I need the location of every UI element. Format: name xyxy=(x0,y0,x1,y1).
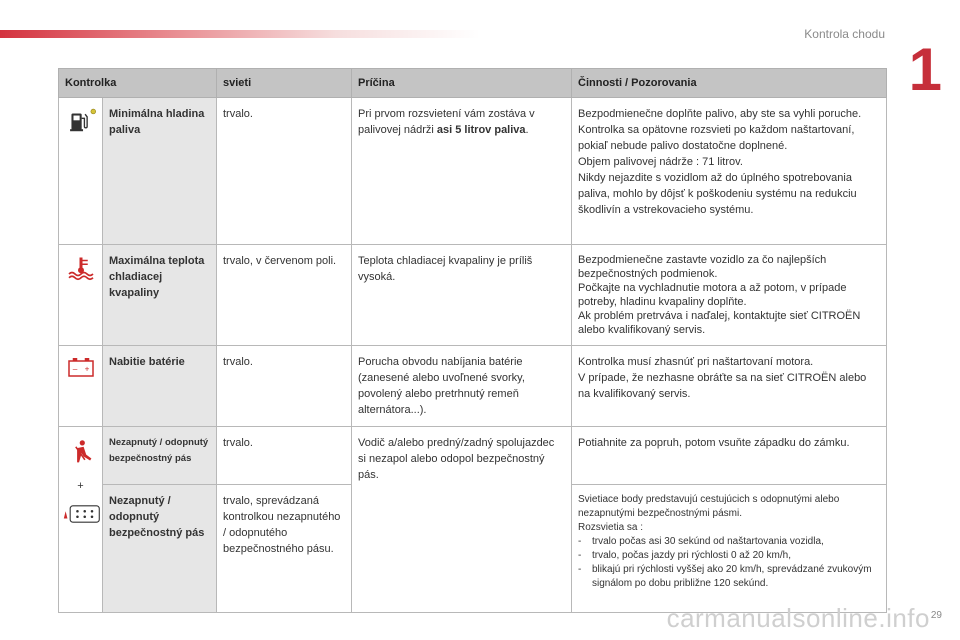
cause-text xyxy=(352,98,572,245)
action-subheading: Rozsvietia sa : xyxy=(578,522,644,533)
action-line: Ak problém pretrváva i naďalej, kontaktujte sieť CITROËN alebo kvalifikovaný servis. xyxy=(578,310,861,336)
icon-cell xyxy=(59,427,103,613)
action-line: Objem palivovej nádrže : 71 litrov. xyxy=(578,156,743,168)
battery-plus-sign: + xyxy=(84,364,89,374)
actions-text xyxy=(572,346,887,427)
actions-text xyxy=(572,98,887,245)
action-line: Kontrolka sa opätovne rozsvieti po každom naštartovaní, pokiaľ nebude palivo dostatočne doplnené. xyxy=(578,124,855,152)
warning-name: Nezapnutý / odopnutý bezpečnostný pás xyxy=(103,427,217,485)
action-line: Kontrolka musí zhasnúť pri naštartovaní motora. xyxy=(578,356,814,368)
lights-value: trvalo, v červenom poli. xyxy=(217,245,352,346)
table-row xyxy=(59,427,887,485)
warning-name: Nabitie batérie xyxy=(103,346,217,427)
lights-value: trvalo. xyxy=(217,427,352,485)
plus-sign: + xyxy=(77,480,84,492)
chapter-number: 1 xyxy=(908,36,942,103)
icon-cell xyxy=(59,346,103,427)
action-line: Nikdy nejazdite s vozidlom až do úplného spotrebovania paliva, mohlo by dôjsť k poškodeniu systému na redukciu škodlivín a vstrekovacieho systému. xyxy=(578,172,857,216)
list-item xyxy=(578,563,880,591)
section-title: Kontrola chodu xyxy=(804,27,885,41)
column-header-svieti: svieti xyxy=(217,69,352,98)
column-header-kontrolka: Kontrolka xyxy=(59,69,217,98)
fuel-pump-icon xyxy=(66,108,96,134)
action-line: Bezpodmienečne doplňte palivo, aby ste sa vyhli poruche. xyxy=(578,108,862,120)
list-item xyxy=(578,549,880,563)
action-intro: Svietiace body predstavujú cestujúcich s odopnutými alebo nezapnutými bezpečnostnými pásmi. xyxy=(578,494,840,519)
warning-name: Nezapnutý / odopnutý bezpečnostný pás xyxy=(103,485,217,613)
lights-value: trvalo. xyxy=(217,98,352,245)
table-row xyxy=(59,98,887,245)
header-accent-bar xyxy=(0,30,480,38)
cause-text-end: . xyxy=(525,124,529,136)
cause-text-emphasis: asi 5 litrov paliva xyxy=(436,124,526,136)
warning-name: Maximálna teplota chladiacej kvapaliny xyxy=(103,245,217,346)
table-row xyxy=(59,346,887,427)
action-line: blikajú pri rýchlosti vyššej ako 20 km/h, sprevádzané zvukovým signálom po dobu približne 120 sekúnd. xyxy=(592,564,872,589)
list-item xyxy=(578,535,880,549)
actions-text xyxy=(572,485,887,613)
action-line: Bezpodmienečne zastavte vozidlo za čo najlepších bezpečnostných podmienok. xyxy=(578,254,827,280)
icon-cell xyxy=(59,98,103,245)
actions-text: Potiahnite za popruh, potom vsuňte západku do zámku. xyxy=(572,427,887,485)
battery-minus-sign: – xyxy=(72,364,77,374)
watermark: carmanualsonline.info xyxy=(666,603,930,633)
action-line: trvalo počas asi 30 sekúnd od naštartovania vozidla, xyxy=(592,536,824,547)
action-line: V prípade, že nezhasne obráťte sa na sieť CITROËN alebo na kvalifikovaný servis. xyxy=(578,372,867,400)
column-header-pricina: Príčina xyxy=(352,69,572,98)
action-line: trvalo, počas jazdy pri rýchlosti 0 až 20 km/h, xyxy=(592,550,791,561)
warning-lights-table xyxy=(58,68,887,613)
page-number: 29 xyxy=(930,610,942,621)
icon-cell xyxy=(59,245,103,346)
table-row xyxy=(59,245,887,346)
table-header-row xyxy=(59,69,887,98)
rear-seatbelt-icon xyxy=(61,504,103,524)
coolant-temperature-icon xyxy=(66,255,96,281)
lights-value: trvalo. xyxy=(217,346,352,427)
cause-text: Teplota chladiacej kvapaliny je príliš vysoká. xyxy=(352,245,572,346)
cause-text: Porucha obvodu nabíjania batérie (zanesené alebo uvoľnené svorky, povolený alebo pretrhnutý remeň alternátora...). xyxy=(352,346,572,427)
list-bullet: - xyxy=(578,564,582,575)
seatbelt-icon xyxy=(66,439,96,465)
action-line: Počkajte na vychladnutie motora a až potom, v prípade potreby, hladinu kvapaliny doplňte. xyxy=(578,282,847,308)
list-bullet: - xyxy=(578,536,582,547)
warning-name: Minimálna hladina paliva xyxy=(103,98,217,245)
cause-text-part: Pri prvom rozsvietení vám zostáva v palivovej nádrži xyxy=(358,108,535,136)
column-header-cinnosti: Činnosti / Pozorovania xyxy=(572,69,887,98)
list-bullet: - xyxy=(578,550,582,561)
cause-text: Vodič a/alebo predný/zadný spolujazdec si nezapol alebo odopol bezpečnostný pás. xyxy=(352,427,572,613)
actions-text xyxy=(572,245,887,346)
battery-icon xyxy=(66,354,96,380)
lights-value: trvalo, sprevádzaná kontrolkou nezapnutého / odopnutého bezpečnostného pásu. xyxy=(217,485,352,613)
